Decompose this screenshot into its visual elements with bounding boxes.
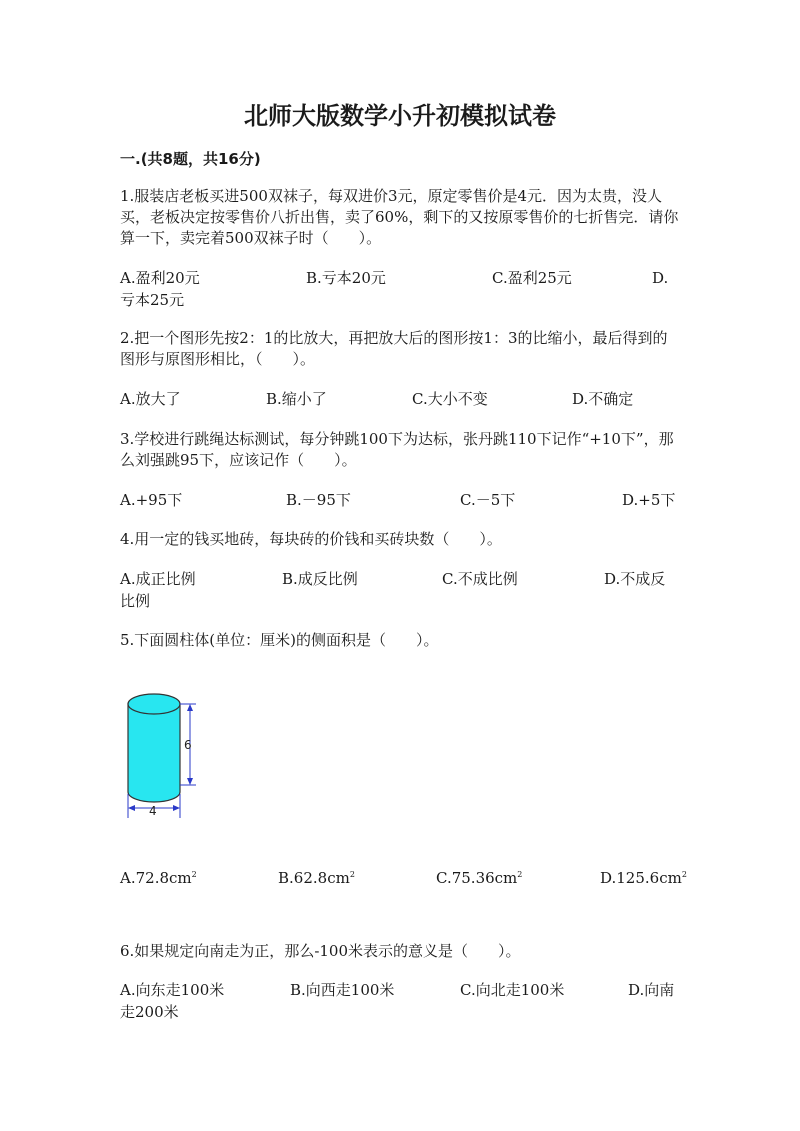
q5-option-b: $B.62.8cm^2$ <box>278 869 355 887</box>
q5-option-a: $A.72.8cm^2$ <box>120 869 197 887</box>
height-label: 6 <box>184 738 192 752</box>
q3-option-d: D.+5下 <box>622 491 676 509</box>
q2-option-c: C.大小不变 <box>412 390 488 408</box>
q2-option-d: D.不确定 <box>572 390 634 408</box>
q6-option-d: D.向南 <box>628 981 675 999</box>
question-1-text: 1.服装店老板买进500双袜子，每双进价3元，原定零售价是4元．因为太贵，没人买，老板决定按零售价八折出售，卖了60%，剩下的又按原零售价的七折售完．请你算一下，卖完着500双袜子时（ ）。 <box>120 187 679 247</box>
diameter-arrow-left <box>128 805 135 811</box>
q4-option-d: D.不成反 <box>604 570 666 588</box>
diameter-label: 4 <box>149 804 157 818</box>
q2-option-b: B.缩小了 <box>266 390 327 408</box>
q1-option-c: C.盈利25元 <box>492 269 572 287</box>
height-arrow-down <box>187 778 193 785</box>
diameter-arrow-right <box>173 805 180 811</box>
q6-option-a: A.向东走100米 <box>120 981 225 999</box>
q4-option-b: B.成反比例 <box>282 570 358 588</box>
q4-option-d-cont: 比例 <box>120 592 151 610</box>
section-heading: 一.(共8题，共16分) <box>120 150 261 168</box>
height-arrow-up <box>187 704 193 711</box>
q3-option-b: B.－95下 <box>286 491 351 509</box>
q4-option-c: C.不成比例 <box>442 570 518 588</box>
q6-option-c: C.向北走100米 <box>460 981 565 999</box>
question-2-text: 2.把一个图形先按2：1的比放大，再把放大后的图形按1：3的比缩小，最后得到的图形与原图形相比，（ ）。 <box>120 329 668 368</box>
question-5-text: 5.下面圆柱体(单位：厘米)的侧面积是（ ）。 <box>120 631 439 649</box>
cylinder-body <box>128 704 180 802</box>
question-4-text: 4.用一定的钱买地砖，每块砖的价钱和买砖块数（ ）。 <box>120 530 502 548</box>
q5-option-d: $D.125.6cm^2$ <box>600 869 687 887</box>
cylinder-figure <box>118 682 208 822</box>
q2-option-a: A.放大了 <box>120 390 181 408</box>
q5-option-c: $C.75.36cm^2$ <box>436 869 523 887</box>
question-6-text: 6.如果规定向南走为正，那么-100米表示的意义是（ ）。 <box>120 942 521 960</box>
q3-option-c: C.－5下 <box>460 491 516 509</box>
q1-option-a: A.盈利20元 <box>120 269 200 287</box>
q6-option-d-cont: 走200米 <box>120 1003 179 1021</box>
cylinder-top <box>128 694 180 714</box>
q1-option-d: D. <box>652 269 669 287</box>
q1-option-b: B.亏本20元 <box>306 269 386 287</box>
q1-option-d-cont: 亏本25元 <box>120 291 185 309</box>
page-title: 北师大版数学小升初模拟试卷 <box>244 102 556 130</box>
question-3-text: 3.学校进行跳绳达标测试，每分钟跳100下为达标，张丹跳110下记作“+10下”，那么刘强跳95下，应该记作（ ）。 <box>120 430 674 469</box>
q3-option-a: A.+95下 <box>120 491 183 509</box>
q6-option-b: B.向西走100米 <box>290 981 395 999</box>
q4-option-a: A.成正比例 <box>120 570 196 588</box>
